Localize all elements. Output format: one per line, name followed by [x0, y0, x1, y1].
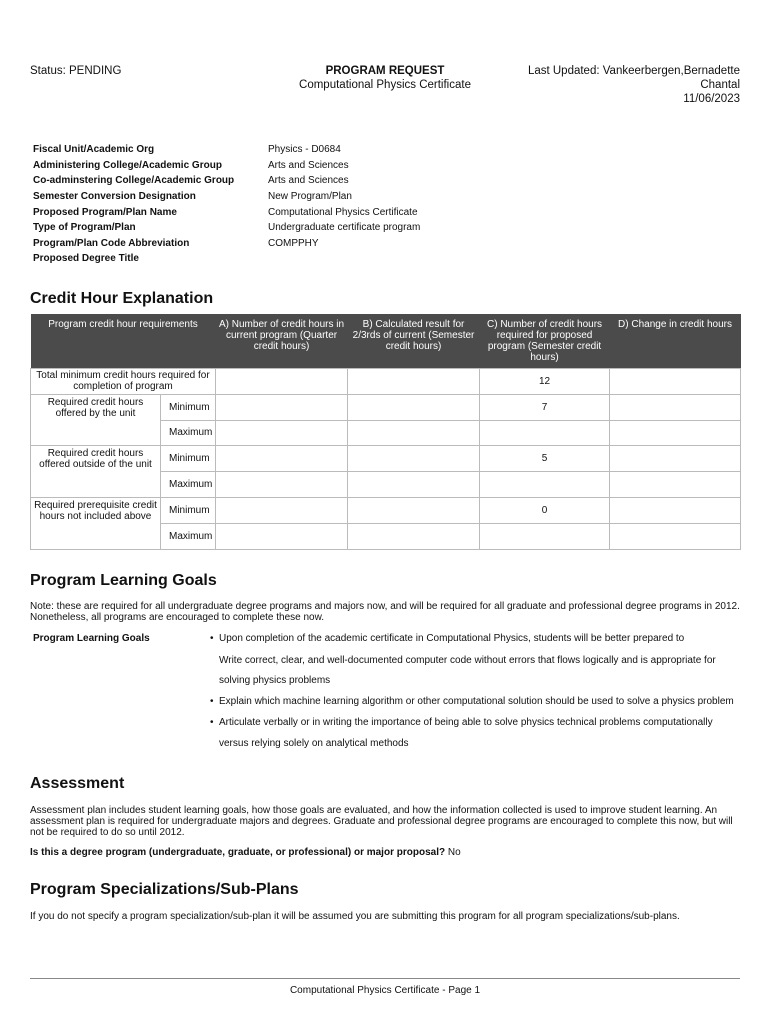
cell-c: [480, 420, 610, 446]
cell-a: [216, 446, 348, 472]
footer-divider: [30, 978, 740, 979]
info-row: [33, 204, 568, 220]
question-answer: No: [447, 847, 461, 858]
info-value: Arts and Sciences: [268, 159, 349, 171]
row-label-outside: Required credit hours offered outside of the unit: [31, 446, 161, 498]
column-header-d: D) Change in credit hours: [610, 314, 741, 369]
bullet-icon: •: [210, 696, 214, 707]
info-value: Arts and Sciences: [268, 175, 349, 187]
learning-goals-note: Note: these are required for all undergraduate degree programs and majors now, and will be required for all graduate and professional degree programs in 2012. Nonetheless, all programs are encouraged to complete these now.: [30, 601, 740, 623]
cell-c: [480, 472, 610, 498]
cell-d: [610, 472, 741, 498]
info-label: Administering College/Academic Group: [33, 159, 222, 171]
info-label: Fiscal Unit/Academic Org: [33, 144, 155, 156]
sub-label-minimum: Minimum: [161, 446, 216, 472]
cell-b: [348, 497, 480, 523]
info-label: Proposed Degree Title: [33, 253, 139, 265]
bullet-icon: •: [210, 717, 214, 728]
cell-d: [610, 394, 741, 420]
bullet-icon: •: [210, 633, 214, 644]
cell-b: [348, 446, 480, 472]
info-label: Program/Plan Code Abbreviation: [33, 237, 190, 249]
info-row: [33, 142, 568, 158]
goal-item: [210, 633, 684, 644]
info-value: Computational Physics Certificate: [268, 206, 418, 218]
goal-text-continued: versus relying solely on analytical methods: [219, 738, 409, 749]
cell-c: 0: [480, 497, 610, 523]
last-updated-date: 11/06/2023: [683, 93, 740, 105]
table-row: [31, 369, 741, 395]
table-row: [31, 446, 741, 472]
cell-a: [216, 472, 348, 498]
table-header-row: [31, 314, 741, 369]
specializations-text: If you do not specify a program specialization/sub-plan it will be assumed you are submitting this program for all program specializations/sub-plans.: [30, 911, 680, 922]
question-text: Is this a degree program (undergraduate, graduate, or professional) or major proposal?: [30, 847, 446, 858]
cell-d: [610, 369, 741, 395]
info-row: [33, 236, 568, 252]
info-label: Type of Program/Plan: [33, 222, 136, 234]
info-value: New Program/Plan: [268, 191, 352, 203]
learning-goals-label: Program Learning Goals: [33, 633, 150, 644]
status-text: Status: PENDING: [30, 65, 122, 77]
last-updated-line2: Chantal: [700, 79, 740, 91]
info-label: Semester Conversion Designation: [33, 191, 196, 203]
info-row: [33, 220, 568, 236]
assessment-question: [30, 847, 742, 858]
info-row: [33, 189, 568, 205]
cell-d: [610, 420, 741, 446]
info-value: Undergraduate certificate program: [268, 222, 421, 234]
info-label: Co-adminstering College/Academic Group: [33, 175, 235, 187]
sub-label-maximum: Maximum: [161, 523, 216, 549]
cell-a: [216, 523, 348, 549]
assessment-text: Assessment plan includes student learning goals, how those goals are evaluated, and how the information collected is used to improve student learning. An assessment plan is required for undergraduate majors and degrees. Graduate and professional degree programs are encouraged to complete this now, but will not be required to do so until 2012.: [30, 805, 733, 838]
sub-label-minimum: Minimum: [161, 497, 216, 523]
document-header: [235, 64, 535, 92]
cell-a: [216, 497, 348, 523]
cell-c: 12: [480, 369, 610, 395]
goal-text: Articulate verbally or in writing the importance of being able to solve physics technical problems computationally: [219, 717, 713, 728]
info-value: COMPPHY: [268, 237, 319, 249]
goal-text-continued: Write correct, clear, and well-documented computer code without errors that flows logically and is appropriate for: [219, 655, 716, 666]
cell-b: [348, 523, 480, 549]
cell-b: [348, 472, 480, 498]
goal-item: [210, 696, 734, 707]
document-title: PROGRAM REQUEST: [325, 65, 445, 77]
row-label-prereq: Required prerequisite credit hours not included above: [31, 497, 161, 549]
page-footer: Computational Physics Certificate - Page 1: [289, 985, 481, 996]
goal-text-continued: solving physics problems: [219, 675, 331, 686]
last-updated: [528, 64, 740, 106]
credit-hour-heading: Credit Hour Explanation: [30, 290, 214, 307]
cell-a: [216, 420, 348, 446]
cell-c: [480, 523, 610, 549]
info-label: Proposed Program/Plan Name: [33, 206, 177, 218]
sub-label-maximum: Maximum: [161, 420, 216, 446]
column-header-b: B) Calculated result for 2/3rds of current (Semester credit hours): [348, 314, 480, 369]
program-info: [33, 142, 568, 267]
column-header-requirements: Program credit hour requirements: [31, 314, 216, 369]
cell-b: [348, 394, 480, 420]
specializations-heading: Program Specializations/Sub-Plans: [30, 881, 299, 898]
goal-text: Upon completion of the academic certificate in Computational Physics, students will be better prepared to: [219, 633, 685, 644]
cell-d: [610, 523, 741, 549]
sub-label-minimum: Minimum: [161, 394, 216, 420]
last-updated-line1: Last Updated: Vankeerbergen,Bernadette: [527, 65, 740, 77]
column-header-c: C) Number of credit hours required for proposed program (Semester credit hours): [480, 314, 610, 369]
cell-a: [216, 394, 348, 420]
cell-b: [348, 369, 480, 395]
document-subtitle: Computational Physics Certificate: [299, 79, 471, 91]
cell-d: [610, 446, 741, 472]
cell-c: 7: [480, 394, 610, 420]
cell-a: [216, 369, 348, 395]
info-row: [33, 158, 568, 174]
info-value: Physics - D0684: [268, 144, 341, 156]
goal-item: [210, 717, 713, 728]
column-header-a: A) Number of credit hours in current program (Quarter credit hours): [216, 314, 348, 369]
goal-text: Explain which machine learning algorithm or other computational solution should be used to solve a physics problem: [219, 696, 734, 707]
info-row: [33, 173, 568, 189]
assessment-heading: Assessment: [30, 775, 125, 792]
table-row: [31, 497, 741, 523]
cell-b: [348, 420, 480, 446]
row-label-unit: Required credit hours offered by the unit: [31, 394, 161, 446]
sub-label-maximum: Maximum: [161, 472, 216, 498]
table-row: [31, 394, 741, 420]
row-label-total: Total minimum credit hours required for completion of program: [31, 369, 216, 395]
learning-goals-heading: Program Learning Goals: [30, 572, 217, 589]
info-row: [33, 251, 568, 267]
cell-d: [610, 497, 741, 523]
credit-hour-table: [30, 314, 741, 550]
cell-c: 5: [480, 446, 610, 472]
